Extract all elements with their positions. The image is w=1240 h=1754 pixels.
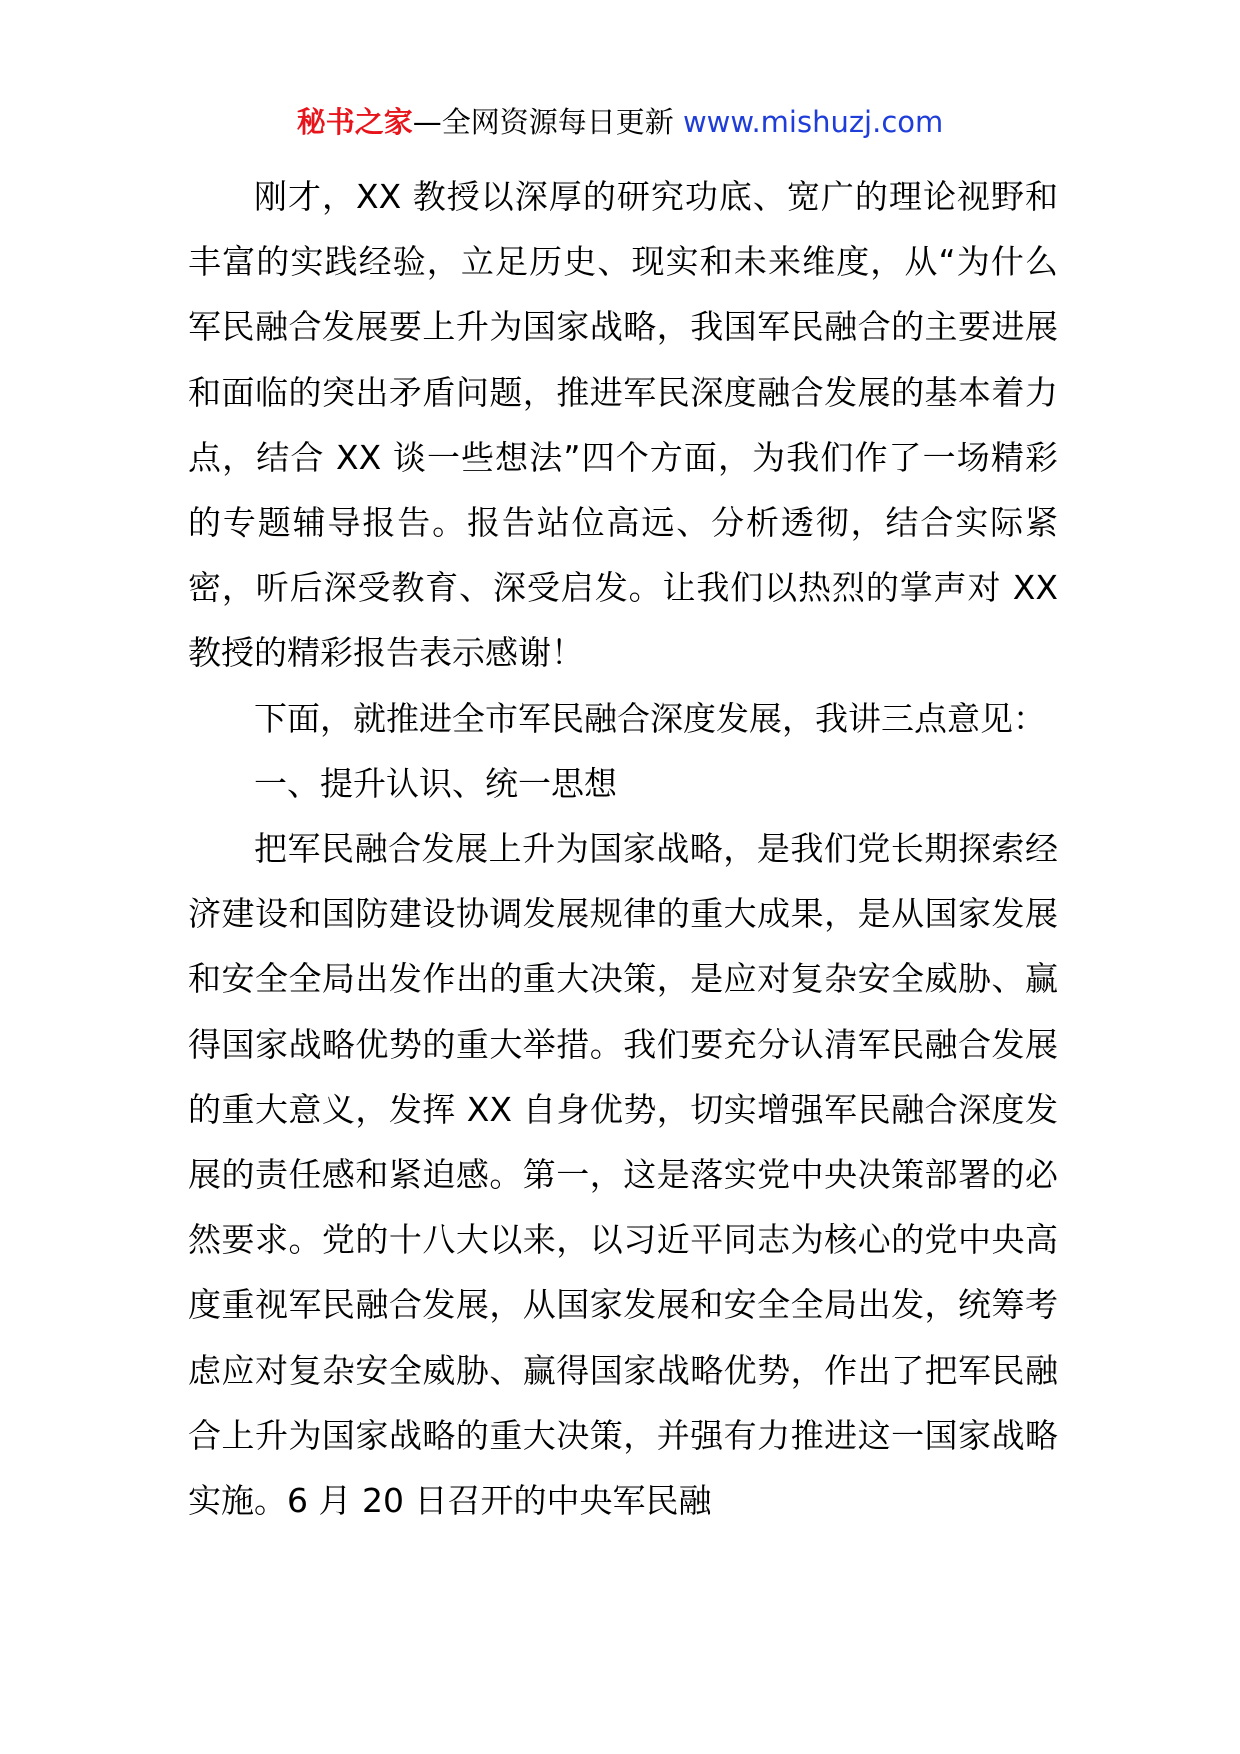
- site-url-link[interactable]: www.mishuzj.com: [682, 105, 944, 139]
- section-heading-1: 一、提升认识、统一思想: [254, 763, 617, 803]
- paragraph-intro: 下面，就推进全市军民融合深度发展，我讲三点意见：: [254, 698, 1046, 738]
- brand-name: 秘书之家: [296, 105, 413, 139]
- paragraph-section-1: 把军民融合发展上升为国家战略，是我们党长期探索经济建设和国防建设协调发展规律的重大成果，是从国家发展和安全全局出发作出的重大决策，是应对复杂安全威胁、赢得国家战略优势的重大举措。我们要充分认清军民融合发展的重大意义，发挥 XX 自身优势，切实增强军民融合深度发展的责任感和紧迫感。第一，这是落实党中央决策部署的必然要求。党的十八大以来，以习近平同志为核心的党中央高度重视军民融合发展，从国家发展和安全全局出发，统筹考虑应对复杂安全威胁、赢得国家战略优势，作出了把军民融合上升为国家战略的重大决策，并强有力推进这一国家战略实施。6 月 20 日召开的中央军民融: [188, 829, 1058, 1521]
- watermark-header: [0, 100, 1240, 144]
- document-body: [188, 164, 1058, 1533]
- brand-slogan: —全网资源每日更新: [412, 105, 674, 139]
- paragraph-opening: 刚才，XX 教授以深厚的研究功底、宽广的理论视野和丰富的实践经验，立足历史、现实和未来维度，从“为什么军民融合发展要上升为国家战略，我国军民融合的主要进展和面临的突出矛盾问题，推进军民深度融合发展的基本着力点，结合 XX 谈一些想法”四个方面，为我们作了一场精彩的专题辅导报告。报告站位高远、分析透彻，结合实际紧密，听后深受教育、深受启发。让我们以热烈的掌声对 XX 教授的精彩报告表示感谢！: [188, 177, 1058, 673]
